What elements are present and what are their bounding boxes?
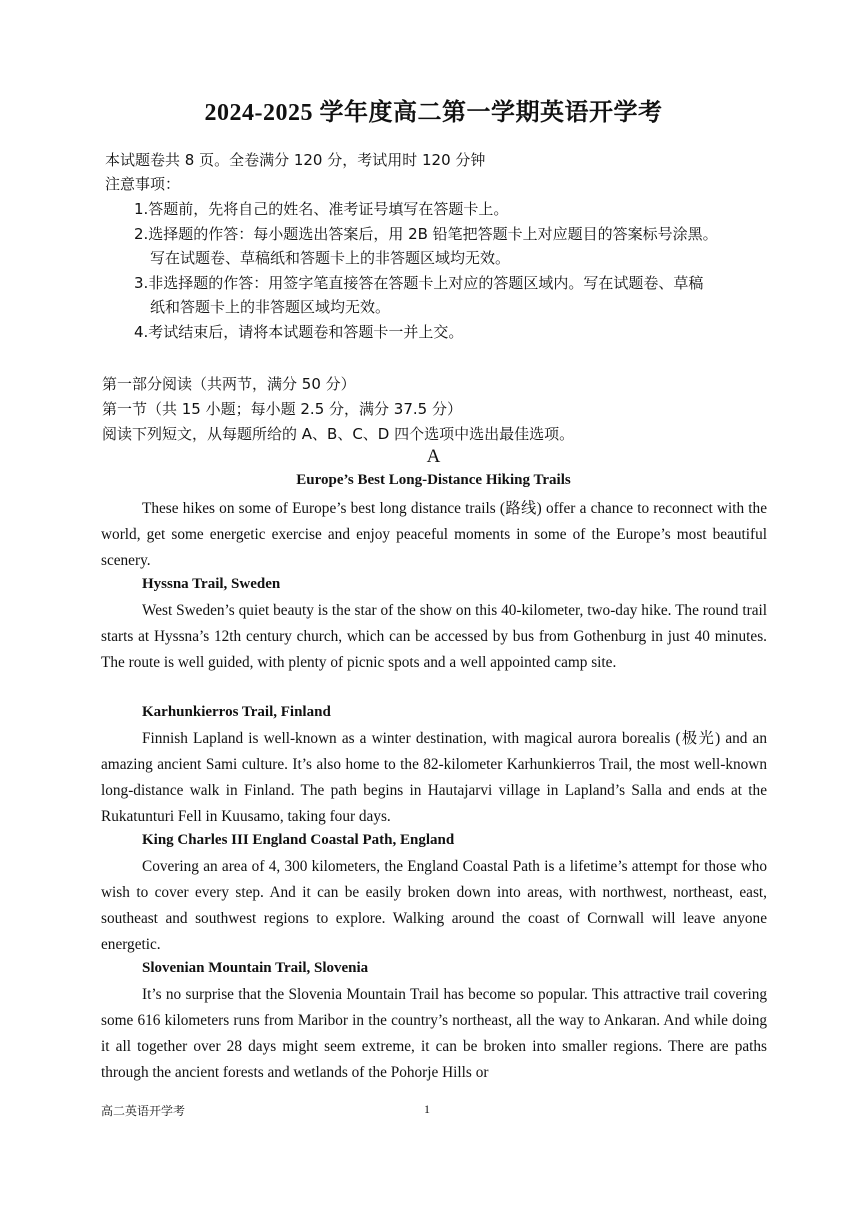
passage-intro: These hikes on some of Europe’s best long distance trails (路线) offer a chance to reconnect with the world, get some energetic exercise and enjoy peaceful moments in some of the Europe’s most beautiful scenery. bbox=[101, 500, 767, 569]
passage-title: Europe’s Best Long-Distance Hiking Trails bbox=[296, 472, 571, 488]
part-heading: 第一部分阅读（共两节，满分 50 分） bbox=[102, 375, 356, 393]
trail-heading-karhunkierros: Karhunkierros Trail, Finland bbox=[142, 704, 331, 720]
trail-text-karhunkierros: Finnish Lapland is well-known as a winter destination, with magical aurora borealis (极光) and an amazing ancient Sami culture. It’s also home to the 82-kilometer Karhunkierros Trail, the most well-known long-distance walk in Finland. The path begins in Hautajarvi village in Lapland’s Salla and ends at the Rukatunturi Fell in Kuusamo, taking four days. bbox=[101, 730, 767, 825]
note-item-2: 2.选择题的作答：每小题选出答案后，用 2B 铅笔把答题卡上对应题目的答案标号涂黑。 bbox=[134, 225, 718, 243]
exam-title: 2024-2025 学年度高二第一学期英语开学考 bbox=[204, 100, 663, 126]
trail-text-slovenia: It’s no surprise that the Slovenia Mountain Trail has become so popular. This attractive trail covering some 616 kilometers runs from Maribor in the country’s northeast, all the way to Ankaran. And while doing it all together over 28 days might seem extreme, it can be broken into smaller regions. There are paths through the ancient forests and wetlands of the Pohorje Hills or bbox=[101, 986, 767, 1081]
note-item-2-cont: 写在试题卷、草稿纸和答题卡上的非答题区域均无效。 bbox=[150, 249, 511, 267]
note-item-1: 1.答题前，先将自己的姓名、准考证号填写在答题卡上。 bbox=[134, 200, 509, 218]
reading-instruction: 阅读下列短文，从每题所给的 A、B、C、D 四个选项中选出最佳选项。 bbox=[102, 425, 575, 443]
footer-label: 高二英语开学考 bbox=[101, 1104, 186, 1118]
note-item-3-cont: 纸和答题卡上的非答题区域均无效。 bbox=[150, 298, 391, 316]
section-heading: 第一节（共 15 小题；每小题 2.5 分，满分 37.5 分） bbox=[102, 400, 462, 418]
trail-heading-slovenia: Slovenian Mountain Trail, Slovenia bbox=[142, 960, 369, 976]
note-item-3: 3.非选择题的作答：用签字笔直接答在答题卡上对应的答题区域内。写在试题卷、草稿 bbox=[134, 274, 704, 292]
trail-heading-hyssna: Hyssna Trail, Sweden bbox=[142, 576, 281, 592]
note-item-4: 4.考试结束后，请将本试题卷和答题卡一并上交。 bbox=[134, 323, 464, 341]
exam-intro: 本试题卷共 8 页。全卷满分 120 分，考试用时 120 分钟 bbox=[105, 151, 486, 169]
passage-letter: A bbox=[426, 446, 441, 467]
page-number: 1 bbox=[424, 1102, 430, 1116]
trail-text-hyssna: West Sweden’s quiet beauty is the star of the show on this 40-kilometer, two-day hike. The round trail starts at Hyssna’s 12th century church, which can be accessed by bus from Gothenburg in just 40 minutes. The route is well guided, with plenty of picnic spots and a well appointed camp site. bbox=[101, 602, 767, 671]
trail-text-england: Covering an area of 4, 300 kilometers, the England Coastal Path is a lifetime’s attempt for those who wish to cover every step. And it can be easily broken down into areas, with northwest, northeast, east, southeast and southwest regions to explore. Walking around the coast of Cornwall will leave anyone energetic. bbox=[101, 858, 767, 953]
trail-heading-england: King Charles III England Coastal Path, England bbox=[142, 832, 455, 848]
notes-heading: 注意事项： bbox=[105, 175, 181, 193]
